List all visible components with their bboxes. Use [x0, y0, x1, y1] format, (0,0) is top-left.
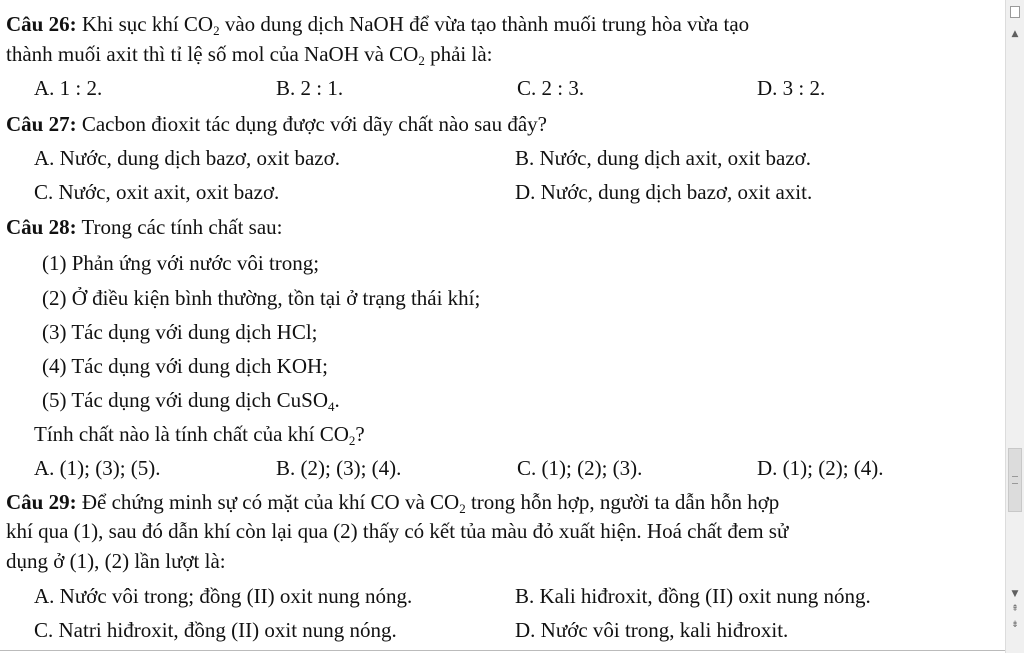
q26-option-a: A. 1 : 2.	[34, 76, 103, 100]
q28-option-b: B. (2); (3); (4).	[276, 456, 402, 480]
thumb-grip-icon	[1012, 476, 1018, 484]
q29-number: Câu 29:	[6, 490, 77, 514]
q26-option-c: C. 2 : 3.	[517, 76, 585, 100]
q27-option-d: D. Nước, dung dịch bazơ, oxit axit.	[515, 180, 813, 204]
scrollbar-thumb[interactable]	[1008, 448, 1022, 512]
q29-option-c: C. Natri hiđroxit, đồng (II) oxit nung nóng.	[34, 618, 397, 642]
q29-option-b: B. Kali hiđroxit, đồng (II) oxit nung nóng.	[515, 584, 871, 608]
q28-property-1: (1) Phản ứng với nước vôi trong;	[42, 251, 320, 275]
q29-option-d: D. Nước vôi trong, kali hiđroxit.	[515, 618, 789, 642]
q28-option-a: A. (1); (3); (5).	[34, 456, 161, 480]
q28-option-c: C. (1); (2); (3).	[517, 456, 643, 480]
q28-number: Câu 28:	[6, 215, 77, 239]
next-page-icon[interactable]: ⇟	[1011, 620, 1019, 630]
q29-stem-line1: Câu 29: Để chứng minh sự có mặt của khí CO và $CO_2$ trong hỗn hợp, người ta dẫn hỗn hợp	[6, 490, 780, 516]
q27-number: Câu 27:	[6, 112, 77, 136]
previous-page-icon[interactable]: ⇞	[1011, 604, 1019, 614]
q26-stem-line1: Câu 26: Khi sục khí $CO_2$ vào dung dịch NaOH để vừa tạo thành muối trung hòa vừa tạo	[6, 12, 750, 38]
q27-option-a: A. Nước, dung dịch bazơ, oxit bazơ.	[34, 146, 340, 170]
q28-property-4: (4) Tác dụng với dung dịch KOH;	[42, 354, 329, 378]
q28-stem: Câu 28: Trong các tính chất sau:	[6, 215, 283, 239]
q27-option-b: B. Nước, dung dịch axit, oxit bazơ.	[515, 146, 812, 170]
scroll-down-arrow-icon[interactable]: ▼	[1011, 589, 1019, 599]
q29-stem-line2: khí qua (1), sau đó dẫn khí còn lại qua (2) thấy có kết tủa màu đỏ xuất hiện. Hoá chất đem sử	[6, 519, 789, 543]
q27-stem: Câu 27: Cacbon đioxit tác dụng được với dãy chất nào sau đây?	[6, 112, 547, 136]
page-bottom-divider	[0, 650, 1005, 651]
q28-property-5: (5) Tác dụng với dung dịch CuSO$_4$.	[42, 388, 340, 414]
q28-option-d: D. (1); (2); (4).	[757, 456, 884, 480]
vertical-scrollbar[interactable]	[1005, 0, 1024, 653]
q29-stem-line3: dụng ở (1), (2) lần lượt là:	[6, 549, 226, 573]
q29-option-a: A. Nước vôi trong; đồng (II) oxit nung nóng.	[34, 584, 413, 608]
q28-property-3: (3) Tác dụng với dung dịch HCl;	[42, 320, 318, 344]
q28-question: Tính chất nào là tính chất của khí $CO_2$?	[34, 422, 365, 448]
scroll-up-arrow-icon[interactable]: ▲	[1011, 29, 1019, 39]
q26-number: Câu 26:	[6, 12, 77, 36]
q27-option-c: C. Nước, oxit axit, oxit bazơ.	[34, 180, 280, 204]
split-view-icon[interactable]	[1010, 6, 1020, 18]
q28-property-2: (2) Ở điều kiện bình thường, tồn tại ở trạng thái khí;	[42, 286, 481, 310]
q26-option-d: D. 3 : 2.	[757, 76, 826, 100]
q26-stem-line2: thành muối axit thì tỉ lệ số mol của NaOH và $CO_2$ phải là:	[6, 42, 493, 68]
q26-option-b: B. 2 : 1.	[276, 76, 344, 100]
